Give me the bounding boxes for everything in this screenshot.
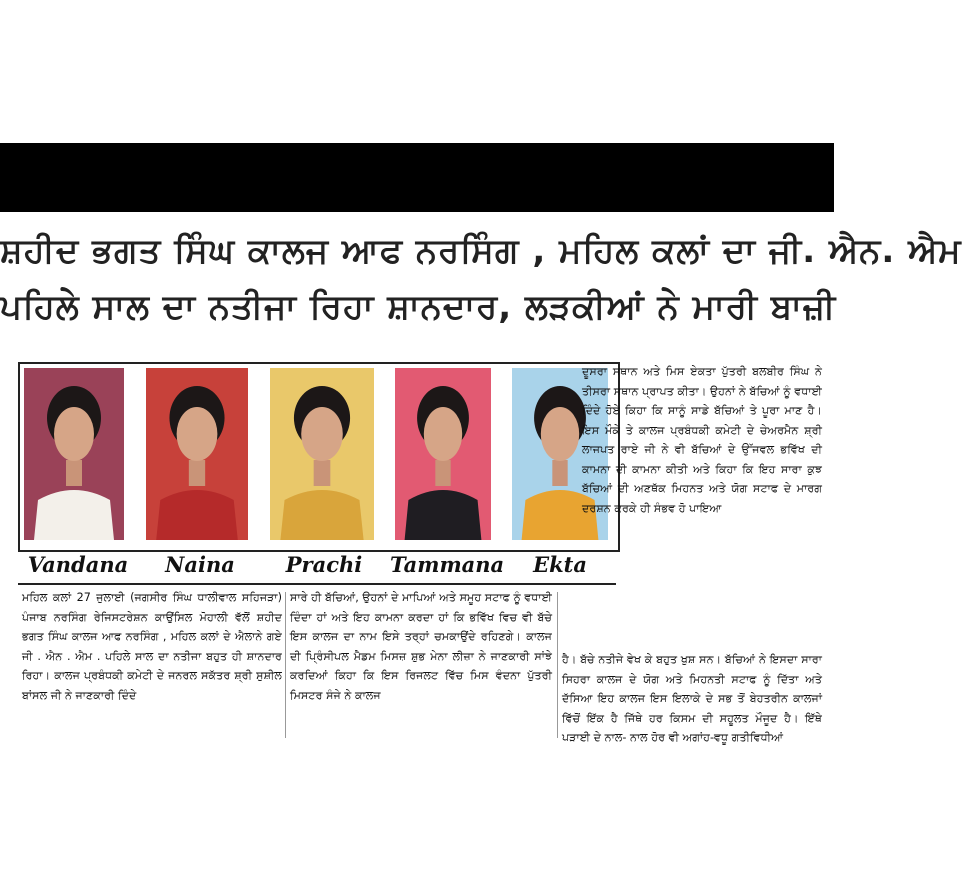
article-column-1: ਮਹਿਲ ਕਲਾਂ 27 ਜੁਲਾਈ (ਜਗਸੀਰ ਸਿੰਘ ਧਾਲੀਵਾਲ ਸਹਿਜੜਾ) ਪੰਜਾਬ ਨਰਸਿੰਗ ਰੇਜਿਸਟਰੇਸ਼ਨ ਕਾਉਂਸਿਲ ਮੋਹਾਲੀ ਵੱਲੋਂ ਸ਼ਹੀਦ ਭਗਤ ਸਿੰਘ ਕਾਲਜ ਆਫ ਨਰਸਿੰਗ , ਮਹਿਲ ਕਲਾਂ ਦੇ ਐਲਾਨੇ ਗਏ ਜੀ . ਐਨ . ਐਮ . ਪਹਿਲੇ ਸਾਲ ਦਾ ਨਤੀਜਾ ਬਹੁਤ ਹੀ ਸ਼ਾਨਦਾਰ ਰਿਹਾ। ਕਾਲਜ ਪ੍ਰਬੰਧਕੀ ਕਮੇਟੀ ਦੇ ਜਨਰਲ ਸਕੱਤਰ ਸ਼੍ਰੀ ਸੁਸ਼ੀਲ ਬਾਂਸਲ ਜੀ ਨੇ ਜਾਣਕਾਰੀ ਦਿੰਦੇ	[22, 591, 282, 702]
student-photo	[270, 368, 374, 540]
student-photo	[24, 368, 124, 540]
student-name: Tammana	[390, 552, 505, 577]
portrait-neck	[189, 460, 205, 486]
portrait-face	[541, 407, 579, 461]
headline-line-2: ਪਹਿਲੇ ਸਾਲ ਦਾ ਨਤੀਜਾ ਰਿਹਾ ਸ਼ਾਨਦਾਰ, ਲੜਕੀਆਂ ਨੇ ਮਾਰੀ ਬਾਜ਼ੀ	[0, 287, 837, 327]
portrait-face	[54, 407, 94, 461]
column-divider	[285, 592, 286, 738]
student-name: Ekta	[533, 552, 587, 577]
student-name: Naina	[165, 552, 235, 577]
portrait-neck	[435, 460, 450, 486]
column-divider	[557, 592, 558, 738]
student-name: Vandana	[27, 552, 129, 577]
article-column-3-bottom: ਹੈ। ਬੱਚੇ ਨਤੀਜੇ ਵੇਖ ਕੇ ਬਹੁਤ ਖੁਸ਼ ਸਨ। ਬੱਚਿਆਂ ਨੇ ਇਸਦਾ ਸਾਰਾ ਸਿਹਰਾ ਕਾਲਜ ਦੇ ਯੋਗ ਅਤੇ ਮਿਹਨਤੀ ਸਟਾਫ ਨੂੰ ਦਿੱਤਾ ਅਤੇ ਦੱਸਿਆ ਇਹ ਕਾਲਜ ਇਸ ਇਲਾਕੇ ਦੇ ਸਭ ਤੋਂ ਬੇਹਤਰੀਨ ਕਾਲਜਾਂ ਵਿੱਚੋਂ ਇੱਕ ਹੈ ਜਿੱਥੇ ਹਰ ਕਿਸਮ ਦੀ ਸਹੂਲਤ ਮੌਜੂਦ ਹੈ। ਇੱਥੇ ਪੜਾਈ ਦੇ ਨਾਲ- ਨਾਲ ਹੋਰ ਵੀ ਅਗਾਂਹ-ਵਧੂ ਗਤੀਵਿਧੀਆਂ	[562, 653, 822, 744]
portrait-neck	[552, 460, 567, 486]
portrait-face	[424, 407, 462, 461]
article-column-3-top: ਦੂਸਰਾ ਸਥਾਨ ਅਤੇ ਮਿਸ ਏਕਤਾ ਪੁੱਤਰੀ ਬਲਬੀਰ ਸਿੰਘ ਨੇ ਤੀਸਰਾ ਸਥਾਨ ਪ੍ਰਾਪਤ ਕੀਤਾ। ਉਹਨਾਂ ਨੇ ਬੱਚਿਆਂ ਨੂੰ ਵਧਾਈ ਦਿੰਦੇ ਹੋਏ ਕਿਹਾ ਕਿ ਸਾਨੂੰ ਸਾਡੇ ਬੱਚਿਆਂ ਤੇ ਪੂਰਾ ਮਾਣ ਹੈ। ਇਸ ਮੌਕੇ ਤੇ ਕਾਲਜ ਪ੍ਰਬੰਧਕੀ ਕਮੇਟੀ ਦੇ ਚੇਅਰਮੈਨ ਸ਼੍ਰੀ ਲਾਜਪਤ ਰਾਏ ਜੀ ਨੇ ਵੀ ਬੱਚਿਆਂ ਦੇ ਉੱਜਵਲ ਭਵਿੱਖ ਦੀ ਕਾਮਨਾ ਦੀ ਕਾਮਨਾ ਕੀਤੀ ਅਤੇ ਕਿਹਾ ਕਿ ਇਹ ਸਾਰਾ ਕੁਝ ਬੱਚਿਆਂ ਦੀ ਅਣਥੱਕ ਮਿਹਨਤ ਅਤੇ ਯੋਗ ਸਟਾਫ ਦੇ ਮਾਰਗ ਦਰਸ਼ਨ ਕਰਕੇ ਹੀ ਸੰਭਵ ਹੋ ਪਾਇਆ	[582, 365, 822, 515]
student-photo	[395, 368, 491, 540]
portrait-face	[301, 407, 343, 461]
portrait-torso	[405, 490, 482, 540]
portrait-torso	[34, 490, 114, 540]
article-column-2: ਸਾਰੇ ਹੀ ਬੱਚਿਆਂ, ਉਹਨਾਂ ਦੇ ਮਾਪਿਆਂ ਅਤੇ ਸਮੂਹ ਸਟਾਫ ਨੂੰ ਵਧਾਈ ਦਿੰਦਾ ਹਾਂ ਅਤੇ ਇਹ ਕਾਮਨਾ ਕਰਦਾ ਹਾਂ ਕਿ ਭਵਿੱਖ ਵਿਚ ਵੀ ਬੱਚੇ ਇਸ ਕਾਲਜ ਦਾ ਨਾਮ ਇਸੇ ਤਰ੍ਹਾਂ ਚਮਕਾਉਂਦੇ ਰਹਿਣਗੇ। ਕਾਲਜ ਦੀ ਪ੍ਰਿੰਸੀਪਲ ਮੈਡਮ ਮਿਸਜ਼ ਸ਼ੁਭ ਮੇਨਾ ਲੀਜ਼ਾ ਨੇ ਜਾਣਕਾਰੀ ਸਾਂਝੇ ਕਰਦਿਆਂ ਕਿਹਾ ਕਿ ਇਸ ਰਿਜਲਟ ਵਿੱਚ ਮਿਸ ਵੰਦਨਾ ਪੁੱਤਰੀ ਮਿਸਟਰ ਸੰਜੇ ਨੇ ਕਾਲਜ	[290, 591, 552, 702]
portrait-neck	[66, 460, 82, 486]
headline-line-1: ਸ਼ਹੀਦ ਭਗਤ ਸਿੰਘ ਕਾਲਜ ਆਫ ਨਰਸਿੰਗ , ਮਹਿਲ ਕਲਾਂ ਦਾ ਜੀ. ਐਨ. ਐਮ	[0, 231, 962, 271]
portrait-face	[177, 407, 218, 461]
student-name: Prachi	[285, 552, 363, 577]
portrait-torso	[156, 490, 238, 540]
top-black-bar	[0, 143, 834, 212]
photo-caption-rule	[18, 583, 616, 585]
portrait-neck	[314, 460, 331, 486]
portrait-torso	[280, 490, 363, 540]
student-photo	[146, 368, 248, 540]
